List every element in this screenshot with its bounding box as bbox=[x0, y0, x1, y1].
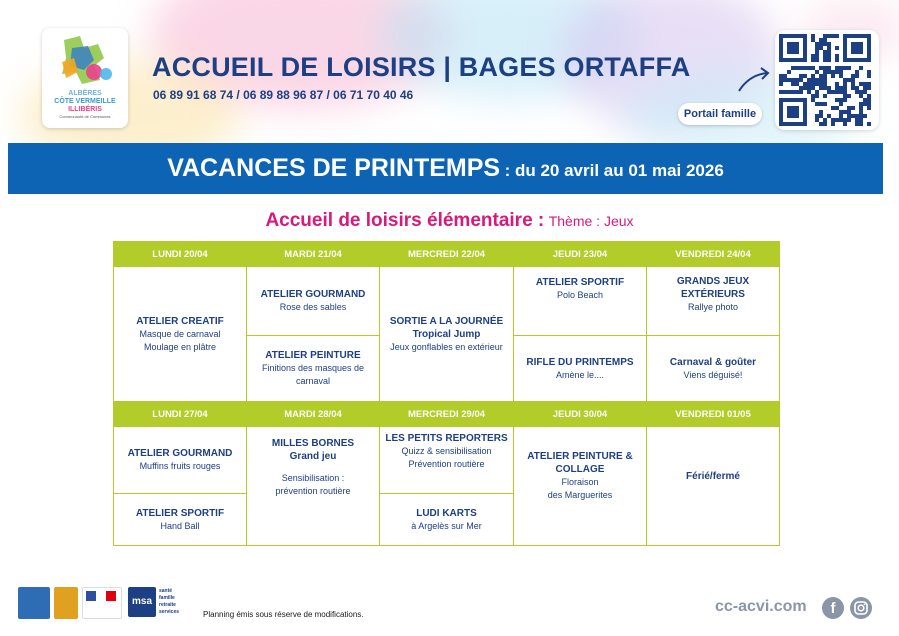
activity-title: Tropical Jump bbox=[412, 328, 481, 340]
banner-title: VACANCES DE PRINTEMPS bbox=[167, 154, 501, 182]
activity-title: RIFLE DU PRINTEMPS bbox=[526, 356, 634, 368]
activity-cell bbox=[513, 335, 647, 402]
disclaimer-text: Planning émis sous réserve de modifications. bbox=[203, 610, 364, 619]
activity-cell bbox=[379, 426, 514, 494]
community-logo[interactable] bbox=[42, 28, 128, 128]
caf-logo-icon bbox=[18, 587, 50, 619]
activity-title: COLLAGE bbox=[555, 464, 605, 475]
activity-detail: Hand Ball bbox=[160, 520, 200, 531]
department-logo-icon bbox=[54, 587, 78, 619]
activity-title: ATELIER PEINTURE & bbox=[527, 451, 633, 462]
phone-numbers: 06 89 91 68 74 / 06 89 88 96 87 / 06 71 70 40 46 bbox=[153, 88, 414, 102]
activity-detail: Floraison bbox=[561, 477, 599, 487]
activity-title: Grand jeu bbox=[289, 451, 337, 462]
activity-title: MILLES BORNES bbox=[271, 438, 355, 449]
activity-title: ATELIER GOURMAND bbox=[260, 289, 366, 300]
qr-code[interactable] bbox=[775, 30, 879, 130]
day-header: JEUDI 30/04 bbox=[513, 401, 647, 427]
logo-line-1: ALBÈRES bbox=[68, 90, 102, 97]
activity-cell bbox=[113, 426, 247, 494]
msa-tagline: santé famille retraite services bbox=[159, 588, 180, 615]
activity-cell bbox=[646, 335, 780, 402]
activity-detail: Rose des sables bbox=[279, 302, 347, 312]
activity-cell bbox=[513, 426, 647, 546]
day-header: MERCREDI 22/04 bbox=[379, 241, 514, 267]
activity-cell bbox=[646, 426, 780, 546]
activity-detail: Sensibilisation : bbox=[281, 473, 345, 483]
vacation-banner bbox=[8, 143, 883, 194]
activity-title: Carnaval & goûter bbox=[669, 356, 757, 368]
day-header: MARDI 21/04 bbox=[246, 241, 380, 267]
logo-line-3: ILLIBÉRIS bbox=[68, 106, 102, 113]
activity-title: ATELIER CREATIF bbox=[136, 315, 224, 327]
day-header: MERCREDI 29/04 bbox=[379, 401, 514, 427]
activity-detail: prévention routière bbox=[275, 486, 351, 496]
header bbox=[0, 0, 899, 143]
day-header: MARDI 28/04 bbox=[246, 401, 380, 427]
day-header: LUNDI 20/04 bbox=[113, 241, 247, 267]
section-subtitle bbox=[0, 210, 899, 232]
msa-logo: msa bbox=[128, 587, 156, 617]
activity-detail: Viens déguisé! bbox=[683, 369, 743, 380]
curved-arrow-icon bbox=[735, 65, 775, 95]
activity-detail: Rallye photo bbox=[687, 302, 739, 312]
activity-cell bbox=[246, 426, 380, 546]
portail-famille-label[interactable]: Portail famille bbox=[678, 103, 762, 125]
activity-cell bbox=[646, 266, 780, 336]
activity-detail: Moulage en plâtre bbox=[143, 341, 217, 352]
logo-shape-icon bbox=[54, 32, 116, 90]
activity-cell bbox=[246, 266, 380, 336]
activity-title: LES PETITS REPORTERS bbox=[385, 433, 508, 444]
day-header: LUNDI 27/04 bbox=[113, 401, 247, 427]
activity-title: GRANDS JEUX bbox=[676, 276, 750, 287]
republique-logo-icon bbox=[82, 587, 122, 619]
page-title: ACCUEIL DE LOISIRS | BAGES ORTAFFA bbox=[152, 52, 691, 82]
activity-title: ATELIER GOURMAND bbox=[127, 448, 233, 459]
activity-detail: Muffins fruits rouges bbox=[139, 461, 221, 471]
activity-detail: Amène le.... bbox=[555, 369, 605, 380]
activity-title: SORTIE A LA JOURNÉE bbox=[389, 315, 504, 327]
activity-cell bbox=[113, 266, 247, 402]
activity-detail: Prévention routière bbox=[408, 459, 485, 469]
subtitle-label: Accueil de loisirs élémentaire : bbox=[265, 210, 545, 231]
activity-title: Férié/fermé bbox=[686, 471, 740, 482]
activity-cell bbox=[379, 266, 514, 402]
activity-cell bbox=[513, 266, 647, 336]
day-header: VENDREDI 01/05 bbox=[646, 401, 780, 427]
activity-title: LUDI KARTS bbox=[416, 507, 477, 519]
activity-detail: Polo Beach bbox=[556, 290, 604, 300]
activity-detail: à Argelès sur Mer bbox=[411, 520, 482, 531]
activity-detail: des Marguerites bbox=[547, 490, 613, 500]
activity-detail: carnaval bbox=[295, 376, 331, 386]
activity-title: ATELIER SPORTIF bbox=[535, 277, 625, 288]
activity-title: EXTÉRIEURS bbox=[681, 289, 745, 300]
activity-detail: Masque de carnaval bbox=[139, 328, 221, 339]
instagram-icon[interactable] bbox=[850, 597, 872, 619]
qr-code-icon bbox=[779, 34, 875, 126]
website-link[interactable]: cc-acvi.com bbox=[715, 598, 807, 615]
subtitle-theme: Thème : Jeux bbox=[548, 213, 634, 229]
activity-cell bbox=[379, 493, 514, 546]
facebook-icon[interactable]: f bbox=[822, 597, 844, 619]
banner-dates: : du 20 avril au 01 mai 2026 bbox=[504, 161, 724, 180]
day-header: VENDREDI 24/04 bbox=[646, 241, 780, 267]
activity-detail: Finitions des masques de bbox=[261, 363, 365, 373]
activity-cell bbox=[113, 493, 247, 546]
day-header: JEUDI 23/04 bbox=[513, 241, 647, 267]
logo-line-4: Communauté de Communes bbox=[59, 114, 111, 119]
activity-detail: Jeux gonflables en extérieur bbox=[390, 341, 503, 352]
logo-line-2: CÔTE VERMEILLE bbox=[54, 98, 116, 105]
activity-cell bbox=[246, 335, 380, 402]
activity-title: ATELIER SPORTIF bbox=[135, 507, 225, 519]
program-table bbox=[113, 241, 780, 546]
activity-title: ATELIER PEINTURE bbox=[265, 350, 361, 361]
activity-detail: Quizz & sensibilisation bbox=[401, 446, 492, 456]
